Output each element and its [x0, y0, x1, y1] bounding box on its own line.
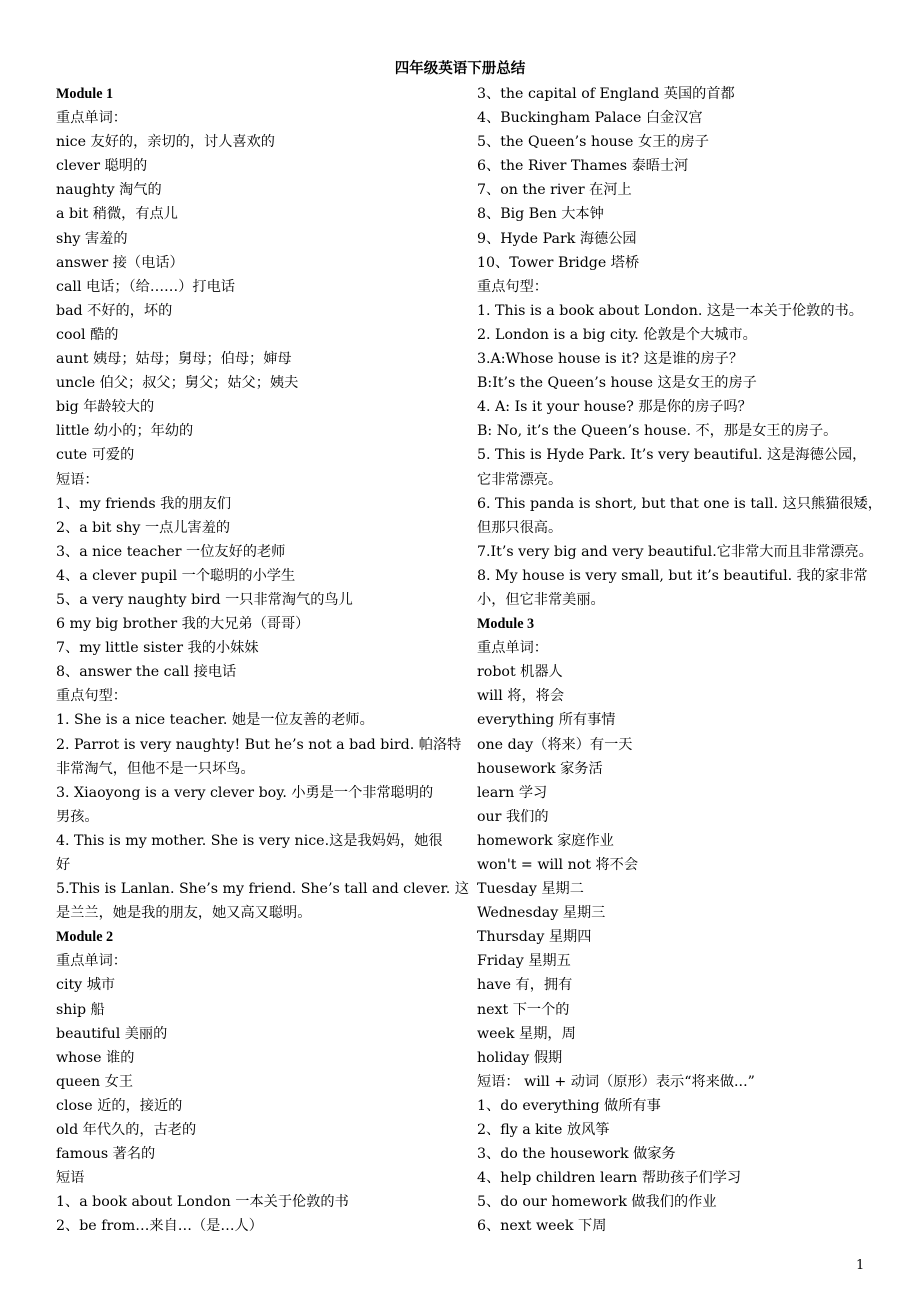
text-line: 2、fly a kite 放风筝	[477, 1122, 610, 1139]
text-line: 3、the capital of England 英国的首都	[477, 86, 735, 102]
text-line: call 电话；（给……）打电话	[56, 278, 235, 295]
text-line: bad 不好的，坏的	[56, 302, 173, 319]
text-line: Tuesday 星期二	[477, 881, 584, 898]
text-line: 8、answer the call 接电话	[56, 664, 237, 681]
text-line: 5、do our homework 做我们的作业	[477, 1194, 717, 1211]
text-line: 重点句型：	[56, 688, 127, 705]
text-line: ship 船	[56, 1001, 105, 1018]
text-line: 重点单词：	[56, 953, 127, 970]
text-line: 4. A: Is it your house? 那是你的房子吗？	[477, 399, 752, 416]
text-line: clever 聪明的	[56, 158, 148, 175]
text-line: robot 机器人	[477, 664, 563, 681]
text-line: 小，但它非常美丽。	[477, 591, 605, 608]
text-line: 1、my friends 我的朋友们	[56, 495, 232, 512]
text-line: 3. Xiaoyong is a very clever boy. 小勇是一个非常聪明的	[56, 784, 434, 801]
text-line: big 年龄较大的	[56, 399, 155, 416]
text-line: 9、Hyde Park 海德公园	[477, 230, 637, 247]
text-line: 2. London is a big city. 伦敦是个大城市。	[477, 326, 757, 343]
text-line: B:It’s the Queen’s house 这是女王的房子	[477, 375, 757, 392]
text-line: 8、Big Ben 大本钟	[477, 206, 604, 223]
text-line: nice 友好的，亲切的，讨人喜欢的	[56, 134, 275, 151]
text-line: Friday 星期五	[477, 953, 571, 970]
text-line: 5、a very naughty bird 一只非常淘气的鸟儿	[56, 591, 353, 608]
text-line: 4、Buckingham Palace 白金汉宫	[477, 110, 703, 127]
text-line: 8. My house is very small, but it’s beautiful. 我的家非常	[477, 567, 868, 584]
text-line: holiday 假期	[477, 1049, 563, 1066]
text-line: aunt 姨母；姑母；舅母；伯母；婶母	[56, 351, 292, 368]
document-title: 四年级英语下册总结	[394, 60, 526, 77]
text-line: 5、the Queen’s house 女王的房子	[477, 134, 709, 151]
text-line: Thursday 星期四	[477, 929, 592, 946]
text-line: 重点句型：	[477, 278, 548, 295]
text-line: 3.A:Whose house is it? 这是谁的房子？	[477, 351, 744, 368]
text-line: 3、a nice teacher 一位友好的老师	[56, 543, 286, 560]
text-line: 1. She is a nice teacher. 她是一位友善的老师。	[56, 712, 374, 729]
text-line: 2、be from…来自…（是…人）	[56, 1218, 263, 1235]
text-line: 1、do everything 做所有事	[477, 1097, 661, 1114]
text-line: 是兰兰，她是我的朋友，她又高又聪明。	[56, 905, 312, 922]
text-line: 7、on the river 在河上	[477, 182, 632, 199]
module-heading: Module 2	[56, 929, 114, 946]
text-line: a bit 稍微，有点儿	[56, 206, 178, 223]
text-line: 4. This is my mother. She is very nice.这是我妈妈，她很	[56, 832, 443, 849]
text-line: housework 家务活	[477, 760, 603, 777]
text-line: 非常淘气，但他不是一只坏鸟。	[56, 760, 255, 777]
text-line: city 城市	[56, 977, 116, 994]
text-line: cool 酷的	[56, 326, 119, 343]
text-line: 1. This is a book about London. 这是一本关于伦敦的书。	[477, 302, 863, 319]
text-line: homework 家庭作业	[477, 832, 614, 849]
text-line: 短语： will + 动词（原形）表示“将来做...”	[477, 1073, 755, 1090]
text-line: 7.It’s very big and very beautiful.它非常大而且非常漂亮。	[477, 543, 873, 560]
text-line: 重点单词：	[56, 110, 127, 127]
text-line: will 将，将会	[477, 688, 565, 705]
text-line: 5. This is Hyde Park. It’s very beautiful. 这是海德公园，	[477, 447, 867, 464]
text-line: 7、my little sister 我的小妹妹	[56, 640, 259, 657]
text-line: everything 所有事情	[477, 712, 616, 729]
text-line: 3、do the housework 做家务	[477, 1146, 676, 1163]
text-line: little 幼小的；年幼的	[56, 423, 194, 440]
text-line: queen 女王	[56, 1073, 134, 1090]
left-column	[56, 82, 469, 1239]
text-line: naughty 淘气的	[56, 182, 162, 199]
text-line: 2、a bit shy 一点儿害羞的	[56, 519, 231, 536]
page-number: 1	[856, 1258, 865, 1273]
text-line: whose 谁的	[56, 1049, 135, 1066]
text-line: won't = will not 将不会	[477, 857, 639, 873]
text-line: old 年代久的，古老的	[56, 1122, 197, 1139]
text-line: Wednesday 星期三	[477, 905, 606, 922]
module-heading: Module 1	[56, 86, 114, 102]
text-line: 4、a clever pupil 一个聪明的小学生	[56, 567, 296, 584]
text-line: week 星期，周	[477, 1025, 576, 1042]
text-line: 它非常漂亮。	[477, 471, 563, 488]
text-line: 2. Parrot is very naughty! But he’s not a bad bird. 帕洛特	[56, 736, 462, 753]
module-heading: Module 3	[477, 616, 535, 633]
text-line: answer 接（电话）	[56, 254, 184, 271]
text-line: famous 著名的	[56, 1146, 156, 1163]
text-line: B: No, it’s the Queen’s house. 不，那是女王的房子。	[477, 423, 838, 440]
text-line: have 有，拥有	[477, 977, 573, 994]
text-line: 5.This is Lanlan. She’s my friend. She’s tall and clever. 这	[56, 881, 469, 898]
text-line: 重点单词：	[477, 640, 548, 657]
text-line: 4、help children learn 帮助孩子们学习	[477, 1170, 742, 1187]
text-line: 6 my big brother 我的大兄弟（哥哥）	[56, 616, 310, 633]
text-line: 好	[56, 857, 71, 873]
text-line: 6. This panda is short, but that one is tall. 这只熊猫很矮，	[477, 495, 882, 512]
text-line: 短语：	[56, 471, 99, 488]
text-line: shy 害羞的	[56, 230, 128, 247]
text-line: 短语	[56, 1170, 85, 1187]
text-line: learn 学习	[477, 784, 548, 801]
text-line: one day（将来）有一天	[477, 736, 633, 753]
text-line: our 我们的	[477, 808, 549, 825]
right-column	[477, 82, 887, 1239]
text-line: 6、the River Thames 泰晤士河	[477, 158, 689, 175]
text-line: 男孩。	[56, 808, 99, 825]
text-line: beautiful 美丽的	[56, 1025, 168, 1042]
text-line: 1、a book about London 一本关于伦敦的书	[56, 1194, 349, 1211]
text-line: 但那只很高。	[477, 519, 563, 536]
text-line: close 近的，接近的	[56, 1097, 183, 1114]
text-line: cute 可爱的	[56, 447, 135, 464]
text-line: next 下一个的	[477, 1001, 570, 1018]
text-line: 6、next week 下周	[477, 1218, 607, 1235]
text-line: 10、Tower Bridge 塔桥	[477, 254, 640, 271]
text-line: uncle 伯父；叔父；舅父；姑父；姨夫	[56, 375, 299, 392]
